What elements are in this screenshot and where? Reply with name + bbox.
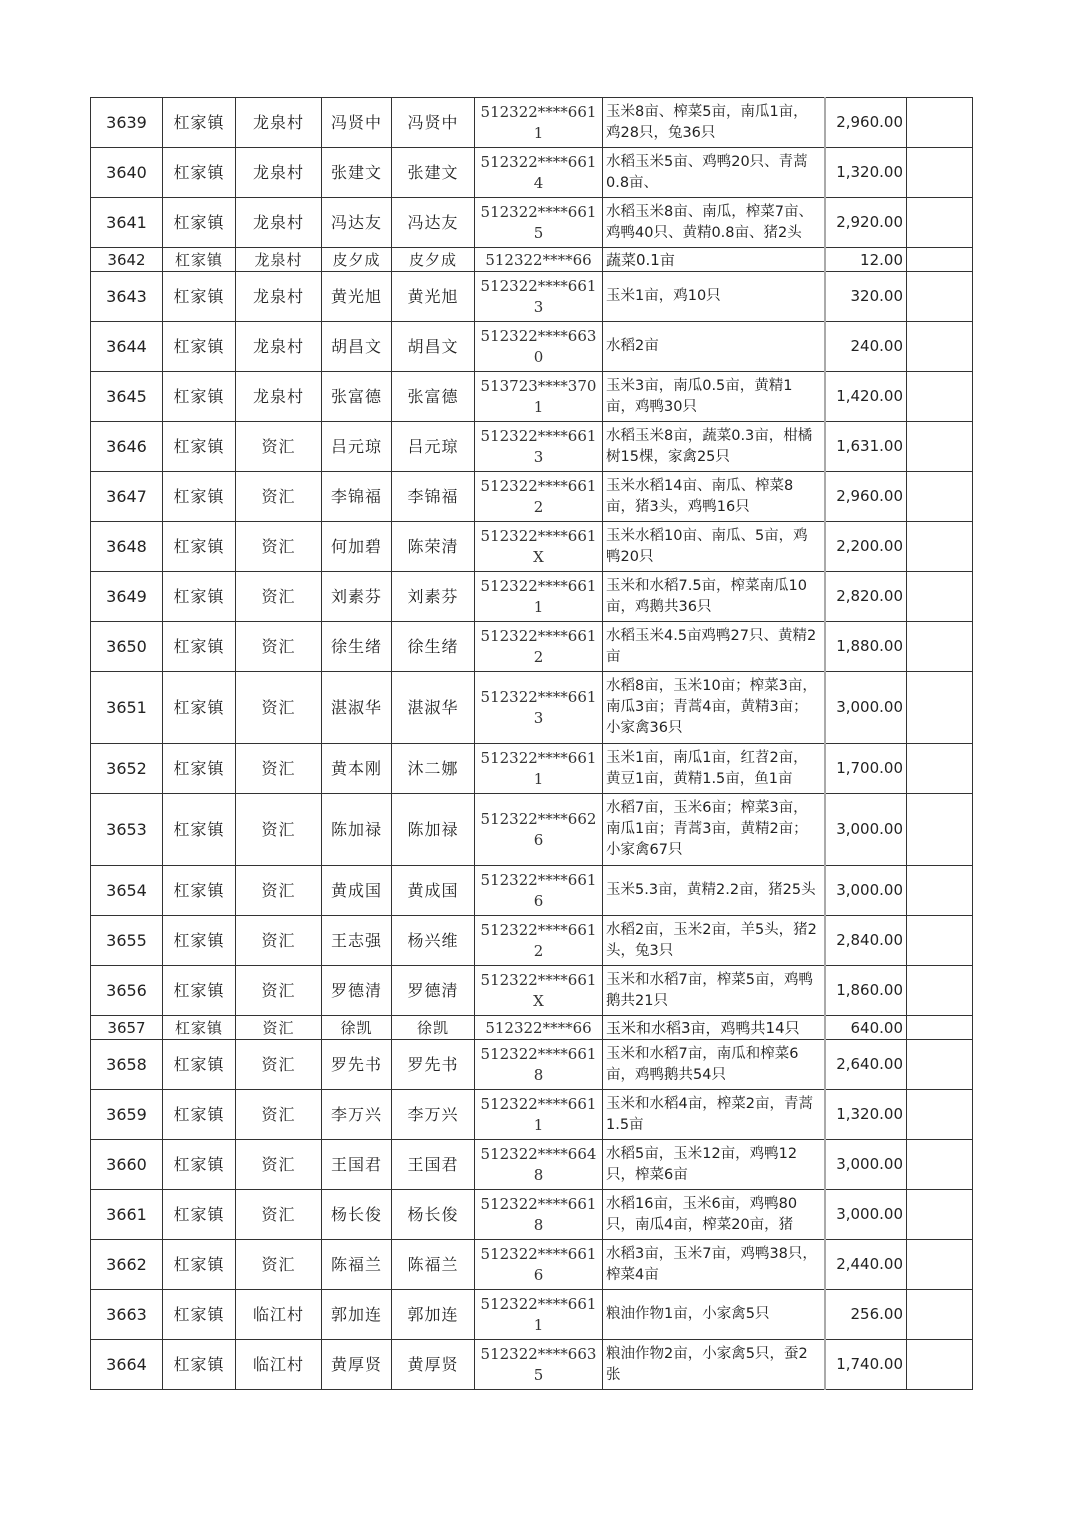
payee-cell: 郭加连 xyxy=(392,1290,475,1340)
row-number: 3641 xyxy=(91,198,163,248)
payee-cell: 李万兴 xyxy=(392,1090,475,1140)
remarks-cell xyxy=(907,322,973,372)
table-row xyxy=(91,198,973,248)
household-head-cell: 刘素芬 xyxy=(322,572,392,622)
table-row xyxy=(91,622,973,672)
village-cell: 资汇 xyxy=(236,1240,322,1290)
village-cell: 资汇 xyxy=(236,672,322,744)
id-number-cell: 512322****6618 xyxy=(475,1190,603,1240)
id-number-cell: 512322****6612 xyxy=(475,622,603,672)
village-cell: 资汇 xyxy=(236,1090,322,1140)
village-cell: 资汇 xyxy=(236,422,322,472)
id-number-cell: 512322****6611 xyxy=(475,1290,603,1340)
household-head-cell: 湛淑华 xyxy=(322,672,392,744)
id-number-cell: 512322****6611 xyxy=(475,744,603,794)
production-description-cell: 玉米水稻14亩、南瓜、榨菜8亩，猪3头，鸡鸭16只 xyxy=(603,472,825,522)
payee-cell: 刘素芬 xyxy=(392,572,475,622)
payee-cell: 李锦福 xyxy=(392,472,475,522)
town-cell: 杠家镇 xyxy=(163,1190,236,1240)
remarks-cell xyxy=(907,1016,973,1040)
row-number: 3647 xyxy=(91,472,163,522)
village-cell: 资汇 xyxy=(236,472,322,522)
production-description-cell: 玉米1亩，鸡10只 xyxy=(603,272,825,322)
id-number-cell: 512322****6613 xyxy=(475,272,603,322)
row-number: 3663 xyxy=(91,1290,163,1340)
production-description-cell: 水稻7亩，玉米6亩；榨菜3亩，南瓜1亩；青蒿3亩，黄精2亩；小家禽67只 xyxy=(603,794,825,866)
production-description-cell: 水稻玉米5亩、鸡鸭20只、青蒿0.8亩、 xyxy=(603,148,825,198)
payee-cell: 吕元琼 xyxy=(392,422,475,472)
household-head-cell: 郭加连 xyxy=(322,1290,392,1340)
town-cell: 杠家镇 xyxy=(163,1090,236,1140)
amount-cell: 640.00 xyxy=(825,1016,907,1040)
payee-cell: 冯贤中 xyxy=(392,98,475,148)
payee-cell: 王国君 xyxy=(392,1140,475,1190)
village-cell: 临江村 xyxy=(236,1290,322,1340)
household-head-cell: 黄本刚 xyxy=(322,744,392,794)
town-cell: 杠家镇 xyxy=(163,98,236,148)
table-row xyxy=(91,966,973,1016)
household-head-cell: 杨长俊 xyxy=(322,1190,392,1240)
production-description-cell: 玉米水稻10亩、南瓜、5亩，鸡鸭20只 xyxy=(603,522,825,572)
table-row xyxy=(91,522,973,572)
town-cell: 杠家镇 xyxy=(163,966,236,1016)
amount-cell: 2,820.00 xyxy=(825,572,907,622)
amount-cell: 2,960.00 xyxy=(825,98,907,148)
amount-cell: 2,840.00 xyxy=(825,916,907,966)
village-cell: 临江村 xyxy=(236,1340,322,1390)
household-head-cell: 吕元琼 xyxy=(322,422,392,472)
table-row xyxy=(91,794,973,866)
amount-cell: 3,000.00 xyxy=(825,866,907,916)
table-row xyxy=(91,1340,973,1390)
village-cell: 资汇 xyxy=(236,622,322,672)
town-cell: 杠家镇 xyxy=(163,422,236,472)
amount-cell: 2,440.00 xyxy=(825,1240,907,1290)
production-description-cell: 水稻5亩，玉米12亩，鸡鸭12只，榨菜6亩 xyxy=(603,1140,825,1190)
amount-cell: 1,700.00 xyxy=(825,744,907,794)
id-number-cell: 512322****6612 xyxy=(475,916,603,966)
town-cell: 杠家镇 xyxy=(163,472,236,522)
table-row xyxy=(91,472,973,522)
remarks-cell xyxy=(907,1090,973,1140)
payee-cell: 黄光旭 xyxy=(392,272,475,322)
town-cell: 杠家镇 xyxy=(163,272,236,322)
town-cell: 杠家镇 xyxy=(163,866,236,916)
production-description-cell: 玉米3亩，南瓜0.5亩，黄精1亩，鸡鸭30只 xyxy=(603,372,825,422)
amount-cell: 1,320.00 xyxy=(825,1090,907,1140)
table-row xyxy=(91,866,973,916)
amount-cell: 1,740.00 xyxy=(825,1340,907,1390)
table-row xyxy=(91,916,973,966)
table-row xyxy=(91,248,973,272)
household-head-cell: 李锦福 xyxy=(322,472,392,522)
payee-cell: 徐凯 xyxy=(392,1016,475,1040)
row-number: 3657 xyxy=(91,1016,163,1040)
table-row xyxy=(91,1240,973,1290)
remarks-cell xyxy=(907,1190,973,1240)
remarks-cell xyxy=(907,198,973,248)
row-number: 3643 xyxy=(91,272,163,322)
production-description-cell: 玉米和水稻7亩，榨菜5亩，鸡鸭鹅共21只 xyxy=(603,966,825,1016)
payee-cell: 黄成国 xyxy=(392,866,475,916)
village-cell: 龙泉村 xyxy=(236,98,322,148)
town-cell: 杠家镇 xyxy=(163,1340,236,1390)
remarks-cell xyxy=(907,866,973,916)
row-number: 3655 xyxy=(91,916,163,966)
remarks-cell xyxy=(907,522,973,572)
production-description-cell: 水稻玉米8亩、南瓜，榨菜7亩、鸡鸭40只、黄精0.8亩、猪2头 xyxy=(603,198,825,248)
village-cell: 龙泉村 xyxy=(236,248,322,272)
row-number: 3650 xyxy=(91,622,163,672)
payee-cell: 冯达友 xyxy=(392,198,475,248)
row-number: 3656 xyxy=(91,966,163,1016)
remarks-cell xyxy=(907,794,973,866)
village-cell: 资汇 xyxy=(236,794,322,866)
row-number: 3653 xyxy=(91,794,163,866)
remarks-cell xyxy=(907,472,973,522)
table-row xyxy=(91,1016,973,1040)
id-number-cell: 512322****661X xyxy=(475,966,603,1016)
id-number-cell: 512322****6614 xyxy=(475,148,603,198)
id-number-cell: 512322****66 xyxy=(475,1016,603,1040)
table-row xyxy=(91,1190,973,1240)
production-description-cell: 水稻8亩，玉米10亩；榨菜3亩，南瓜3亩；青蒿4亩，黄精3亩；小家禽36只 xyxy=(603,672,825,744)
row-number: 3659 xyxy=(91,1090,163,1140)
id-number-cell: 512322****6611 xyxy=(475,572,603,622)
production-description-cell: 水稻玉米4.5亩鸡鸭27只、黄精2亩 xyxy=(603,622,825,672)
remarks-cell xyxy=(907,1340,973,1390)
row-number: 3642 xyxy=(91,248,163,272)
amount-cell: 2,920.00 xyxy=(825,198,907,248)
remarks-cell xyxy=(907,744,973,794)
table-row xyxy=(91,372,973,422)
household-head-cell: 黄光旭 xyxy=(322,272,392,322)
table-row xyxy=(91,148,973,198)
household-head-cell: 陈加禄 xyxy=(322,794,392,866)
town-cell: 杠家镇 xyxy=(163,622,236,672)
production-description-cell: 玉米和水稻7亩，南瓜和榨菜6亩，鸡鸭鹅共54只 xyxy=(603,1040,825,1090)
row-number: 3648 xyxy=(91,522,163,572)
household-head-cell: 冯贤中 xyxy=(322,98,392,148)
production-description-cell: 玉米1亩，南瓜1亩，红苕2亩，黄豆1亩，黄精1.5亩，鱼1亩 xyxy=(603,744,825,794)
production-description-cell: 水稻2亩 xyxy=(603,322,825,372)
id-number-cell: 512322****6611 xyxy=(475,98,603,148)
row-number: 3660 xyxy=(91,1140,163,1190)
household-head-cell: 何加碧 xyxy=(322,522,392,572)
household-head-cell: 张富德 xyxy=(322,372,392,422)
household-head-cell: 张建文 xyxy=(322,148,392,198)
remarks-cell xyxy=(907,422,973,472)
table-row xyxy=(91,672,973,744)
household-head-cell: 王志强 xyxy=(322,916,392,966)
payee-cell: 陈加禄 xyxy=(392,794,475,866)
remarks-cell xyxy=(907,1140,973,1190)
village-cell: 资汇 xyxy=(236,916,322,966)
row-number: 3644 xyxy=(91,322,163,372)
row-number: 3654 xyxy=(91,866,163,916)
village-cell: 资汇 xyxy=(236,1140,322,1190)
table-row xyxy=(91,422,973,472)
remarks-cell xyxy=(907,622,973,672)
id-number-cell: 512322****6612 xyxy=(475,472,603,522)
payee-cell: 张富德 xyxy=(392,372,475,422)
production-description-cell: 蔬菜0.1亩 xyxy=(603,248,825,272)
village-cell: 资汇 xyxy=(236,1016,322,1040)
amount-cell: 2,640.00 xyxy=(825,1040,907,1090)
remarks-cell xyxy=(907,916,973,966)
household-head-cell: 王国君 xyxy=(322,1140,392,1190)
village-cell: 资汇 xyxy=(236,966,322,1016)
production-description-cell: 玉米和水稻3亩，鸡鸭共14只 xyxy=(603,1016,825,1040)
payee-cell: 杨长俊 xyxy=(392,1190,475,1240)
household-head-cell: 黄成国 xyxy=(322,866,392,916)
household-head-cell: 胡昌文 xyxy=(322,322,392,372)
village-cell: 龙泉村 xyxy=(236,148,322,198)
payee-cell: 张建文 xyxy=(392,148,475,198)
town-cell: 杠家镇 xyxy=(163,1290,236,1340)
village-cell: 资汇 xyxy=(236,1040,322,1090)
production-description-cell: 水稻2亩，玉米2亩，羊5头，猪2头，兔3只 xyxy=(603,916,825,966)
remarks-cell xyxy=(907,248,973,272)
amount-cell: 240.00 xyxy=(825,322,907,372)
table-row xyxy=(91,1090,973,1140)
household-head-cell: 皮夕成 xyxy=(322,248,392,272)
id-number-cell: 512322****6616 xyxy=(475,866,603,916)
amount-cell: 2,960.00 xyxy=(825,472,907,522)
payee-cell: 杨兴维 xyxy=(392,916,475,966)
town-cell: 杠家镇 xyxy=(163,248,236,272)
household-head-cell: 罗先书 xyxy=(322,1040,392,1090)
amount-cell: 256.00 xyxy=(825,1290,907,1340)
amount-cell: 1,320.00 xyxy=(825,148,907,198)
id-number-cell: 512322****6613 xyxy=(475,672,603,744)
amount-cell: 1,420.00 xyxy=(825,372,907,422)
town-cell: 杠家镇 xyxy=(163,1016,236,1040)
id-number-cell: 512322****6613 xyxy=(475,422,603,472)
village-cell: 资汇 xyxy=(236,744,322,794)
remarks-cell xyxy=(907,966,973,1016)
amount-cell: 3,000.00 xyxy=(825,1190,907,1240)
row-number: 3649 xyxy=(91,572,163,622)
remarks-cell xyxy=(907,272,973,322)
production-description-cell: 水稻3亩，玉米7亩，鸡鸭38只，榨菜4亩 xyxy=(603,1240,825,1290)
production-description-cell: 水稻玉米8亩，蔬菜0.3亩，柑橘树15棵，家禽25只 xyxy=(603,422,825,472)
village-cell: 龙泉村 xyxy=(236,272,322,322)
amount-cell: 1,860.00 xyxy=(825,966,907,1016)
amount-cell: 3,000.00 xyxy=(825,672,907,744)
household-head-cell: 冯达友 xyxy=(322,198,392,248)
amount-cell: 12.00 xyxy=(825,248,907,272)
town-cell: 杠家镇 xyxy=(163,322,236,372)
production-description-cell: 粮油作物1亩，小家禽5只 xyxy=(603,1290,825,1340)
town-cell: 杠家镇 xyxy=(163,1040,236,1090)
household-head-cell: 李万兴 xyxy=(322,1090,392,1140)
town-cell: 杠家镇 xyxy=(163,148,236,198)
town-cell: 杠家镇 xyxy=(163,1240,236,1290)
remarks-cell xyxy=(907,1240,973,1290)
payee-cell: 沐二娜 xyxy=(392,744,475,794)
village-cell: 资汇 xyxy=(236,866,322,916)
amount-cell: 2,200.00 xyxy=(825,522,907,572)
town-cell: 杠家镇 xyxy=(163,916,236,966)
amount-cell: 1,631.00 xyxy=(825,422,907,472)
row-number: 3662 xyxy=(91,1240,163,1290)
production-description-cell: 玉米5.3亩，黄精2.2亩，猪25头 xyxy=(603,866,825,916)
subsidy-ledger-table xyxy=(90,97,973,1390)
payee-cell: 陈荣清 xyxy=(392,522,475,572)
remarks-cell xyxy=(907,1040,973,1090)
table-row xyxy=(91,1140,973,1190)
payee-cell: 陈福兰 xyxy=(392,1240,475,1290)
ledger-body xyxy=(91,98,973,1390)
payee-cell: 罗德清 xyxy=(392,966,475,1016)
production-description-cell: 粮油作物2亩，小家禽5只，蚕2张 xyxy=(603,1340,825,1390)
id-number-cell: 512322****661X xyxy=(475,522,603,572)
town-cell: 杠家镇 xyxy=(163,572,236,622)
town-cell: 杠家镇 xyxy=(163,198,236,248)
row-number: 3651 xyxy=(91,672,163,744)
town-cell: 杠家镇 xyxy=(163,1140,236,1190)
id-number-cell: 512322****6616 xyxy=(475,1240,603,1290)
remarks-cell xyxy=(907,1290,973,1340)
amount-cell: 3,000.00 xyxy=(825,794,907,866)
table-row xyxy=(91,322,973,372)
household-head-cell: 黄厚贤 xyxy=(322,1340,392,1390)
production-description-cell: 玉米和水稻4亩，榨菜2亩，青蒿1.5亩 xyxy=(603,1090,825,1140)
remarks-cell xyxy=(907,98,973,148)
id-number-cell: 512322****6635 xyxy=(475,1340,603,1390)
payee-cell: 徐生绪 xyxy=(392,622,475,672)
household-head-cell: 陈福兰 xyxy=(322,1240,392,1290)
town-cell: 杠家镇 xyxy=(163,522,236,572)
table-row xyxy=(91,1290,973,1340)
row-number: 3652 xyxy=(91,744,163,794)
amount-cell: 320.00 xyxy=(825,272,907,322)
table-row xyxy=(91,744,973,794)
payee-cell: 胡昌文 xyxy=(392,322,475,372)
town-cell: 杠家镇 xyxy=(163,794,236,866)
row-number: 3646 xyxy=(91,422,163,472)
town-cell: 杠家镇 xyxy=(163,744,236,794)
payee-cell: 皮夕成 xyxy=(392,248,475,272)
table-row xyxy=(91,272,973,322)
village-cell: 龙泉村 xyxy=(236,322,322,372)
village-cell: 龙泉村 xyxy=(236,198,322,248)
production-description-cell: 水稻16亩，玉米6亩，鸡鸭80只，南瓜4亩，榨菜20亩，猪 xyxy=(603,1190,825,1240)
payee-cell: 黄厚贤 xyxy=(392,1340,475,1390)
row-number: 3640 xyxy=(91,148,163,198)
town-cell: 杠家镇 xyxy=(163,672,236,744)
table-row xyxy=(91,98,973,148)
amount-cell: 1,880.00 xyxy=(825,622,907,672)
id-number-cell: 512322****6615 xyxy=(475,198,603,248)
town-cell: 杠家镇 xyxy=(163,372,236,422)
id-number-cell: 512322****6618 xyxy=(475,1040,603,1090)
remarks-cell xyxy=(907,372,973,422)
row-number: 3645 xyxy=(91,372,163,422)
village-cell: 资汇 xyxy=(236,572,322,622)
row-number: 3658 xyxy=(91,1040,163,1090)
table-row xyxy=(91,1040,973,1090)
row-number: 3664 xyxy=(91,1340,163,1390)
household-head-cell: 罗德清 xyxy=(322,966,392,1016)
household-head-cell: 徐凯 xyxy=(322,1016,392,1040)
id-number-cell: 512322****6611 xyxy=(475,1090,603,1140)
household-head-cell: 徐生绪 xyxy=(322,622,392,672)
id-number-cell: 513723****3701 xyxy=(475,372,603,422)
remarks-cell xyxy=(907,148,973,198)
row-number: 3661 xyxy=(91,1190,163,1240)
amount-cell: 3,000.00 xyxy=(825,1140,907,1190)
production-description-cell: 玉米8亩、榨菜5亩，南瓜1亩，鸡28只，兔36只 xyxy=(603,98,825,148)
payee-cell: 罗先书 xyxy=(392,1040,475,1090)
village-cell: 资汇 xyxy=(236,1190,322,1240)
village-cell: 资汇 xyxy=(236,522,322,572)
id-number-cell: 512322****66 xyxy=(475,248,603,272)
row-number: 3639 xyxy=(91,98,163,148)
village-cell: 龙泉村 xyxy=(236,372,322,422)
remarks-cell xyxy=(907,672,973,744)
payee-cell: 湛淑华 xyxy=(392,672,475,744)
production-description-cell: 玉米和水稻7.5亩，榨菜南瓜10亩，鸡鹅共36只 xyxy=(603,572,825,622)
table-row xyxy=(91,572,973,622)
id-number-cell: 512322****6648 xyxy=(475,1140,603,1190)
remarks-cell xyxy=(907,572,973,622)
id-number-cell: 512322****6626 xyxy=(475,794,603,866)
id-number-cell: 512322****6630 xyxy=(475,322,603,372)
